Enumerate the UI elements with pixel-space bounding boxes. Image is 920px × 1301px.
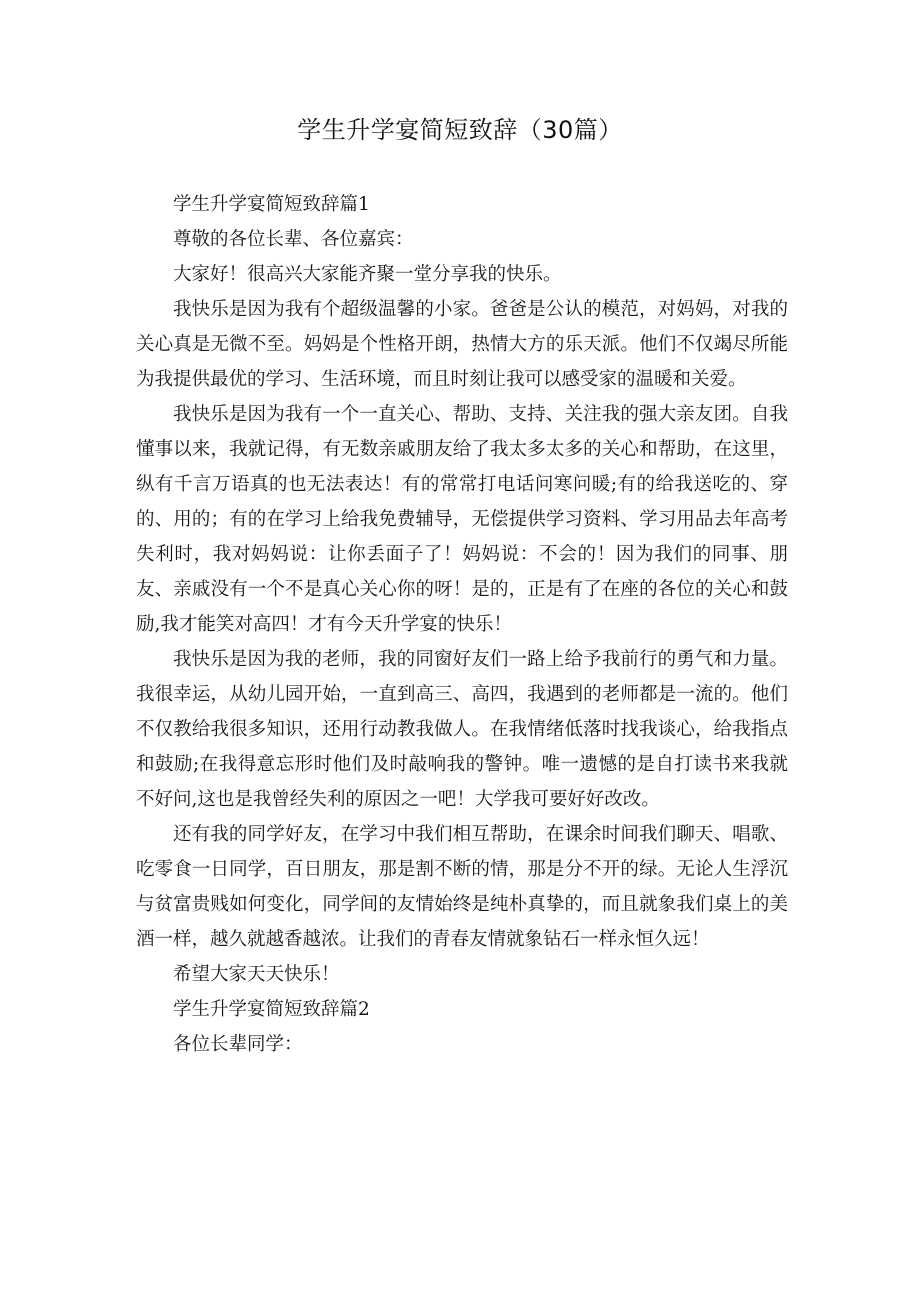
section-heading-1: 学生升学宴简短致辞篇1 <box>173 194 370 215</box>
paragraph-relatives: 我快乐是因为我有一个一直关心、帮助、支持、关注我的强大亲友团。自我懂事以来，我就记得，有无数亲戚朋友给了我太多太多的关心和帮助，在这里，纵有千言万语真的也无法表达！有的常常打电话问寒问暖;有的给我送吃的、穿的、用的；有的在学习上给我免费辅导，无偿提供学习资料、学习用品去年高考失利时，我对妈妈说：让你丢面子了！妈妈说：不会的！因为我们的同事、朋友、亲戚没有一个不是真心关心你的呀！是的，正是有了在座的各位的关心和鼓励,我才能笑对高四！才有今天升学宴的快乐！ <box>136 404 788 635</box>
document-title: 学生升学宴简短致辞（30篇） <box>297 116 623 144</box>
paragraph-teachers: 我快乐是因为我的老师，我的同窗好友们一路上给予我前行的勇气和力量。我很幸运，从幼儿园开始，一直到高三、高四，我遇到的老师都是一流的。他们不仅教给我很多知识，还用行动教我做人。在我情绪低落时找我谈心，给我指点和鼓励;在我得意忘形时他们及时敲响我的警钟。唯一遗憾的是自打读书来我就不好问,这也是我曾经失利的原因之一吧！大学我可要好好改改。 <box>136 649 788 810</box>
document-body <box>136 187 788 1062</box>
paragraph-classmates: 还有我的同学好友，在学习中我们相互帮助，在课余时间我们聊天、唱歌、吃零食一日同学，百日朋友，那是割不断的情，那是分不开的绿。无论人生浮沉与贫富贵贱如何变化，同学间的友情始终是纯朴真挚的，而且就象我们桌上的美酒一样，越久就越香越浓。让我们的青春友情就象钻石一样永恒久远！ <box>136 824 788 950</box>
salutation: 尊敬的各位长辈、各位嘉宾： <box>173 229 414 250</box>
section-heading-2: 学生升学宴简短致辞篇2 <box>173 999 370 1020</box>
salutation-2: 各位长辈同学： <box>173 1034 303 1055</box>
greeting: 大家好！很高兴大家能齐聚一堂分享我的快乐。 <box>173 264 562 285</box>
paragraph-family: 我快乐是因为我有个超级温馨的小家。爸爸是公认的模范，对妈妈，对我的关心真是无微不至。妈妈是个性格开朗，热情大方的乐天派。他们不仅竭尽所能为我提供最优的学习、生活环境，而且时刻让我可以感受家的温暖和关爱。 <box>136 299 788 390</box>
closing-wish: 希望大家天天快乐！ <box>173 964 340 985</box>
